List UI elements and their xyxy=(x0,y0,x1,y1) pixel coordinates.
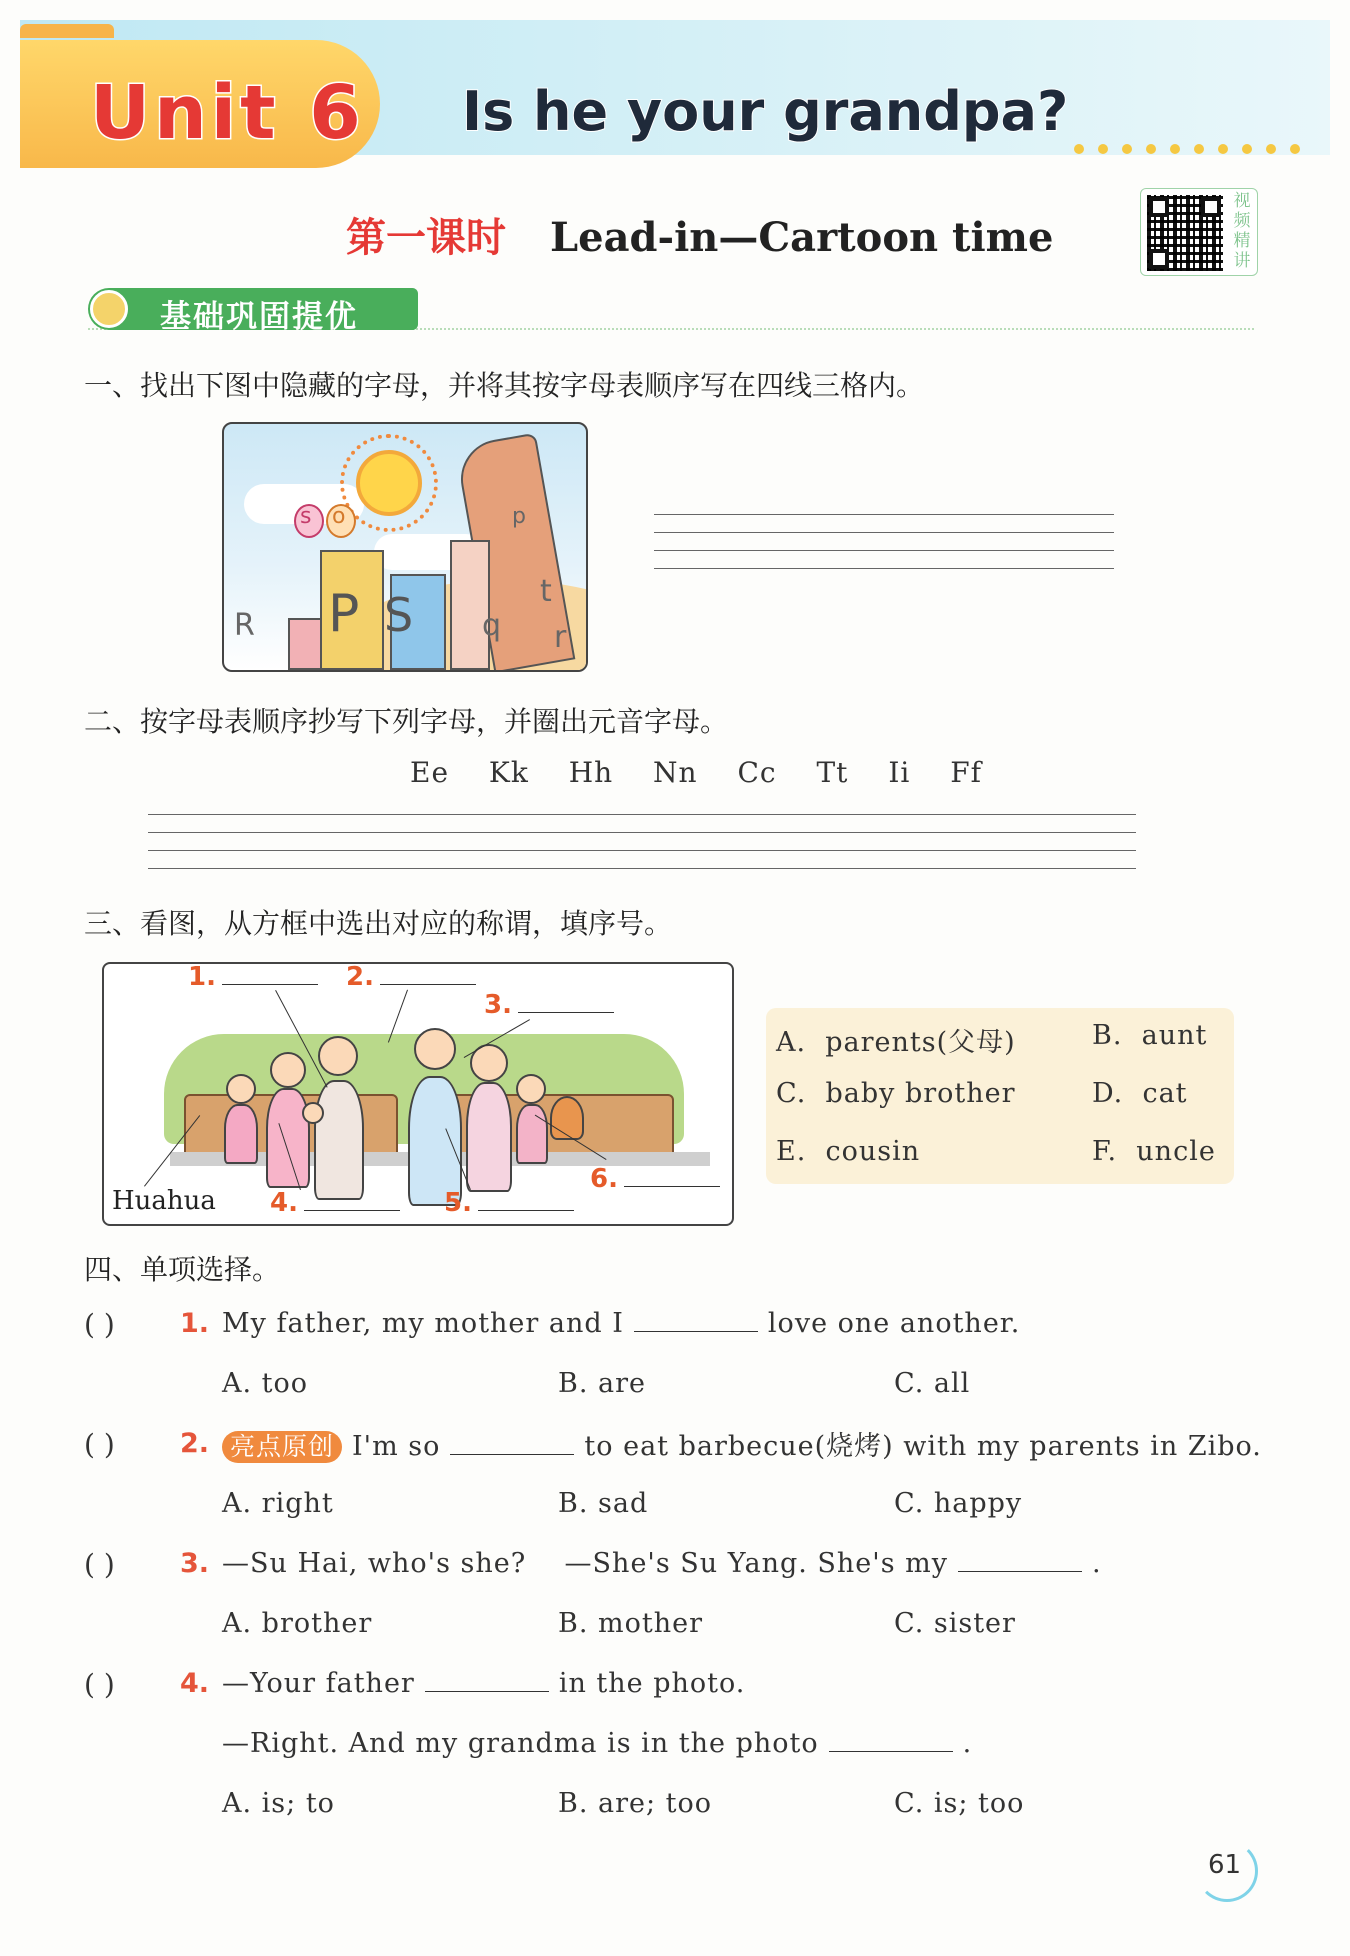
family-member-figure xyxy=(466,1082,512,1192)
q2-heading: 二、按字母表顺序抄写下列字母，并圈出元音字母。 xyxy=(84,705,729,738)
choice-a[interactable]: A. right xyxy=(222,1488,334,1519)
qr-code-block[interactable] xyxy=(1140,188,1258,276)
cat-icon xyxy=(550,1096,584,1140)
banner-dots xyxy=(1074,144,1300,154)
family-member-figure xyxy=(314,1080,364,1200)
answer-blank[interactable] xyxy=(425,1691,549,1692)
family-member-figure xyxy=(224,1104,258,1164)
qr-corner-icon xyxy=(1201,197,1221,217)
building xyxy=(288,618,322,670)
original-tag: 亮点原创 xyxy=(222,1431,342,1463)
question-stem: —Su Hai, who's she? —She's Su Yang. She's my . xyxy=(222,1548,1102,1579)
qr-corner-icon xyxy=(1149,197,1169,217)
question-number: 1. xyxy=(180,1308,210,1339)
family-member-head xyxy=(516,1074,546,1104)
lesson-title-en: Lead-in—Cartoon time xyxy=(550,214,1054,261)
callout-2[interactable]: 2. xyxy=(346,962,476,992)
question-stem: —Your father in the photo. xyxy=(222,1668,746,1699)
choice-c[interactable]: C. sister xyxy=(894,1608,1016,1639)
q1-writing-lines[interactable] xyxy=(654,514,1114,578)
hidden-letter: s xyxy=(300,504,312,529)
baby-head xyxy=(302,1102,324,1124)
answer-blank[interactable] xyxy=(958,1571,1082,1572)
family-member-head xyxy=(226,1074,256,1104)
family-member-figure xyxy=(408,1076,462,1206)
page-number: 61 xyxy=(1208,1850,1242,1880)
family-member-head xyxy=(414,1028,456,1070)
question-number: 3. xyxy=(180,1548,210,1579)
callout-5[interactable]: 5. xyxy=(444,1188,574,1218)
family-member-figure xyxy=(266,1088,310,1188)
question-number: 4. xyxy=(180,1668,210,1699)
family-member-head xyxy=(270,1052,306,1088)
huahua-label: Huahua xyxy=(112,1186,216,1216)
q1-heading: 一、找出下图中隐藏的字母，并将其按字母表顺序写在四线三格内。 xyxy=(84,369,925,402)
choice-b[interactable]: B. are; too xyxy=(558,1788,713,1819)
answer-blank[interactable] xyxy=(634,1331,758,1332)
answer-paren[interactable]: ( ) xyxy=(84,1668,115,1701)
answer-blank[interactable] xyxy=(450,1454,574,1455)
answer-paren[interactable]: ( ) xyxy=(84,1428,115,1461)
hidden-letter: o xyxy=(332,504,346,529)
q4-heading: 四、单项选择。 xyxy=(84,1253,281,1286)
hidden-letter: S xyxy=(384,588,414,642)
choice-c[interactable]: C. happy xyxy=(894,1488,1023,1519)
q3-heading: 三、看图，从方框中选出对应的称谓，填序号。 xyxy=(84,907,673,940)
callout-4[interactable]: 4. xyxy=(270,1188,400,1218)
qr-corner-icon xyxy=(1149,249,1169,269)
option-a: A. parents(父母) xyxy=(776,1027,1016,1058)
answer-paren[interactable]: ( ) xyxy=(84,1548,115,1581)
callout-3[interactable]: 3. xyxy=(484,990,614,1020)
option-e: E. cousin xyxy=(776,1136,921,1167)
callout-6[interactable]: 6. xyxy=(590,1164,720,1194)
lesson-title xyxy=(346,206,1053,263)
hidden-letter: t xyxy=(540,574,552,609)
hidden-letter: P xyxy=(328,584,360,644)
unit-title: Is he your grandpa? xyxy=(462,80,1069,143)
sun-icon xyxy=(356,450,422,516)
question-stem-line2: —Right. And my grandma is in the photo . xyxy=(222,1728,973,1759)
answer-blank[interactable] xyxy=(829,1751,953,1752)
choice-a[interactable]: A. brother xyxy=(222,1608,373,1639)
choice-b[interactable]: B. are xyxy=(558,1368,646,1399)
option-c: C. baby brother xyxy=(776,1078,1016,1109)
answer-paren[interactable]: ( ) xyxy=(84,1308,115,1341)
option-b: B. aunt xyxy=(1092,1020,1208,1051)
q2-letters: Ee Kk Hh Nn Cc Tt Ii Ff xyxy=(410,756,983,789)
hidden-letter: R xyxy=(234,608,255,643)
choice-b[interactable]: B. mother xyxy=(558,1608,703,1639)
unit-label: Unit 6 xyxy=(90,70,365,156)
lesson-title-cn: 第一课时 xyxy=(346,214,506,261)
choice-a[interactable]: A. too xyxy=(222,1368,309,1399)
choice-b[interactable]: B. sad xyxy=(558,1488,649,1519)
building xyxy=(450,540,490,670)
option-d: D. cat xyxy=(1092,1078,1188,1109)
family-member-figure xyxy=(516,1104,548,1164)
hidden-letter: r xyxy=(554,620,567,655)
house-icon xyxy=(90,290,128,328)
family-member-head xyxy=(318,1036,358,1076)
section-bar xyxy=(88,288,1254,335)
callout-1[interactable]: 1. xyxy=(188,962,318,992)
unit-tab-top xyxy=(20,24,114,38)
question-stem: My father, my mother and I love one another. xyxy=(222,1308,1021,1339)
option-f: F. uncle xyxy=(1092,1136,1216,1167)
qr-caption: 视频精讲 xyxy=(1233,191,1251,271)
question-stem: 亮点原创 I'm so to eat barbecue(烧烤) with my parents in Zibo. xyxy=(222,1424,1262,1463)
hidden-letters-picture xyxy=(222,422,588,672)
section-badge xyxy=(88,288,418,335)
hidden-letter: q xyxy=(482,608,502,643)
choice-c[interactable]: C. all xyxy=(894,1368,971,1399)
q2-writing-lines[interactable] xyxy=(148,814,1136,878)
choice-a[interactable]: A. is; to xyxy=(222,1788,335,1819)
choice-c[interactable]: C. is; too xyxy=(894,1788,1025,1819)
hidden-letter: p xyxy=(512,504,526,529)
section-label: 基础巩固提优 xyxy=(160,299,358,335)
question-number: 2. xyxy=(180,1428,210,1459)
options-box xyxy=(766,1008,1234,1184)
